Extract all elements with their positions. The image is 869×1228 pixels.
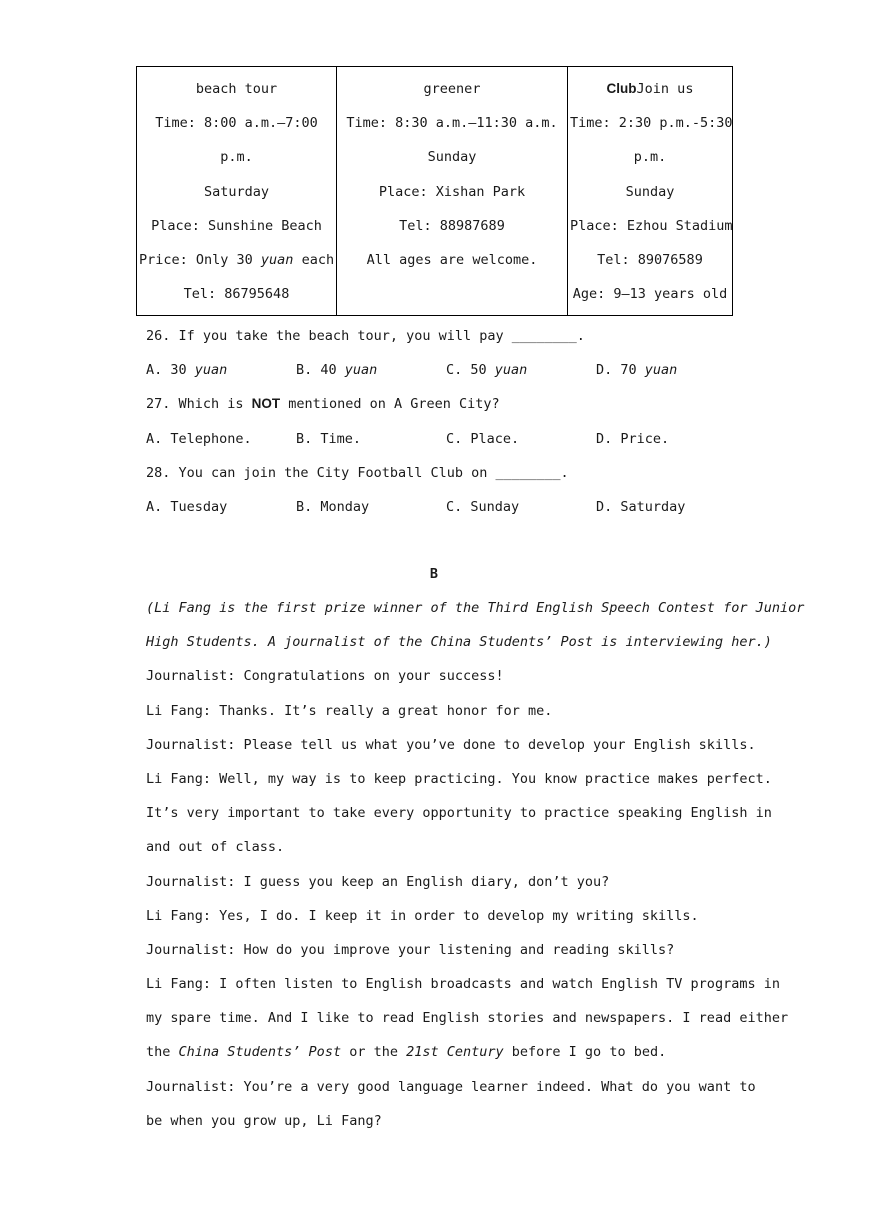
questions-section — [146, 319, 746, 524]
football-club-tel: Tel: 89076589 — [597, 252, 703, 269]
dialogue-line: and out of class. — [146, 839, 285, 856]
football-club-time: Time: 2:30 p.m.-5:30 — [570, 115, 733, 132]
option-b: B. 40 yuan — [296, 362, 378, 379]
beach-tour-title: beach tour — [195, 81, 278, 97]
beach-tour-cell — [137, 67, 337, 316]
option-a: A. Telephone. — [146, 430, 252, 447]
intro-line-1: (Li Fang is the first prize winner of the Third English Speech Contest for Junior — [146, 600, 805, 616]
question-28: 28. You can join the City Football Club on ________. — [146, 464, 569, 481]
football-club-title: ClubJoin us — [606, 81, 694, 97]
section-b-heading: B — [429, 566, 439, 582]
dialogue-line: Journalist: I guess you keep an English diary, don’t you? — [146, 873, 610, 890]
dialogue-line: my spare time. And I like to read English stories and newspapers. I read either — [146, 1010, 789, 1027]
dialogue-line: Li Fang: Thanks. It’s really a great honor for me. — [146, 702, 553, 719]
green-city-tel: Tel: 88987689 — [399, 217, 505, 234]
football-club-place: Place: Ezhou Stadium — [570, 217, 733, 234]
football-club-age: Age: 9—13 years old — [572, 286, 728, 303]
green-city-place: Place: Xishan Park — [378, 183, 526, 200]
green-city-time: Time: 8:30 a.m.—11:30 a.m. — [346, 115, 558, 132]
option-c: C. Sunday — [446, 498, 520, 515]
option-a: A. 30 yuan — [146, 362, 228, 379]
football-club-time-cont: p.m. — [633, 149, 667, 166]
beach-tour-time-cont: p.m. — [220, 149, 253, 166]
question-26: 26. If you take the beach tour, you will pay ________. — [146, 328, 585, 344]
dialogue-line: be when you grow up, Li Fang? — [146, 1112, 382, 1129]
beach-tour-day: Saturday — [203, 183, 270, 200]
dialogue-line: Journalist: Please tell us what you’ve done to develop your English skills. — [146, 736, 756, 753]
option-d: D. Saturday — [596, 498, 686, 515]
section-b-passage — [146, 591, 805, 1138]
green-city-ages: All ages are welcome. — [366, 252, 538, 269]
beach-tour-tel: Tel: 86795648 — [183, 286, 290, 303]
question-26-options — [146, 353, 746, 387]
option-b: B. Monday — [296, 498, 370, 515]
football-club-day: Sunday — [625, 183, 675, 200]
dialogue-line: Li Fang: Yes, I do. I keep it in order to develop my writing skills. — [146, 907, 699, 924]
option-d: D. 70 yuan — [596, 362, 678, 379]
question-27: 27. Which is NOT mentioned on A Green City? — [146, 396, 500, 413]
option-c: C. Place. — [446, 430, 520, 447]
dialogue-line: Journalist: Congratulations on your success! — [146, 668, 504, 685]
option-d: D. Price. — [596, 430, 670, 447]
dialogue-line: Journalist: How do you improve your listening and reading skills? — [146, 941, 675, 958]
activities-table — [136, 66, 733, 316]
beach-tour-time: Time: 8:00 a.m.—7:00 — [155, 115, 318, 132]
beach-tour-price: Price: Only 30 yuan each — [139, 252, 335, 269]
dialogue-line: It’s very important to take every opportunity to practice speaking English in — [146, 805, 772, 822]
question-28-options — [146, 490, 746, 524]
green-city-day: Sunday — [427, 149, 477, 166]
football-club-cell — [568, 67, 733, 316]
dialogue-line: Li Fang: Well, my way is to keep practicing. You know practice makes perfect. — [146, 770, 772, 787]
option-b: B. Time. — [296, 430, 362, 447]
dialogue-line-newspapers: the China Students’ Post or the 21st Century before I go to bed. — [146, 1044, 667, 1061]
option-c: C. 50 yuan — [446, 362, 528, 379]
beach-tour-place: Place: Sunshine Beach — [151, 217, 322, 234]
question-27-options — [146, 422, 746, 456]
dialogue-line: Journalist: You’re a very good language learner indeed. What do you want to — [146, 1078, 756, 1095]
intro-line-2: High Students. A journalist of the China Students’ Post is interviewing her.) — [146, 634, 772, 651]
section-b-heading-wrap — [136, 557, 732, 591]
option-a: A. Tuesday — [146, 498, 228, 515]
green-city-cell — [337, 67, 568, 316]
dialogue-line: Li Fang: I often listen to English broadcasts and watch English TV programs in — [146, 976, 780, 993]
green-city-title: greener — [423, 81, 481, 97]
